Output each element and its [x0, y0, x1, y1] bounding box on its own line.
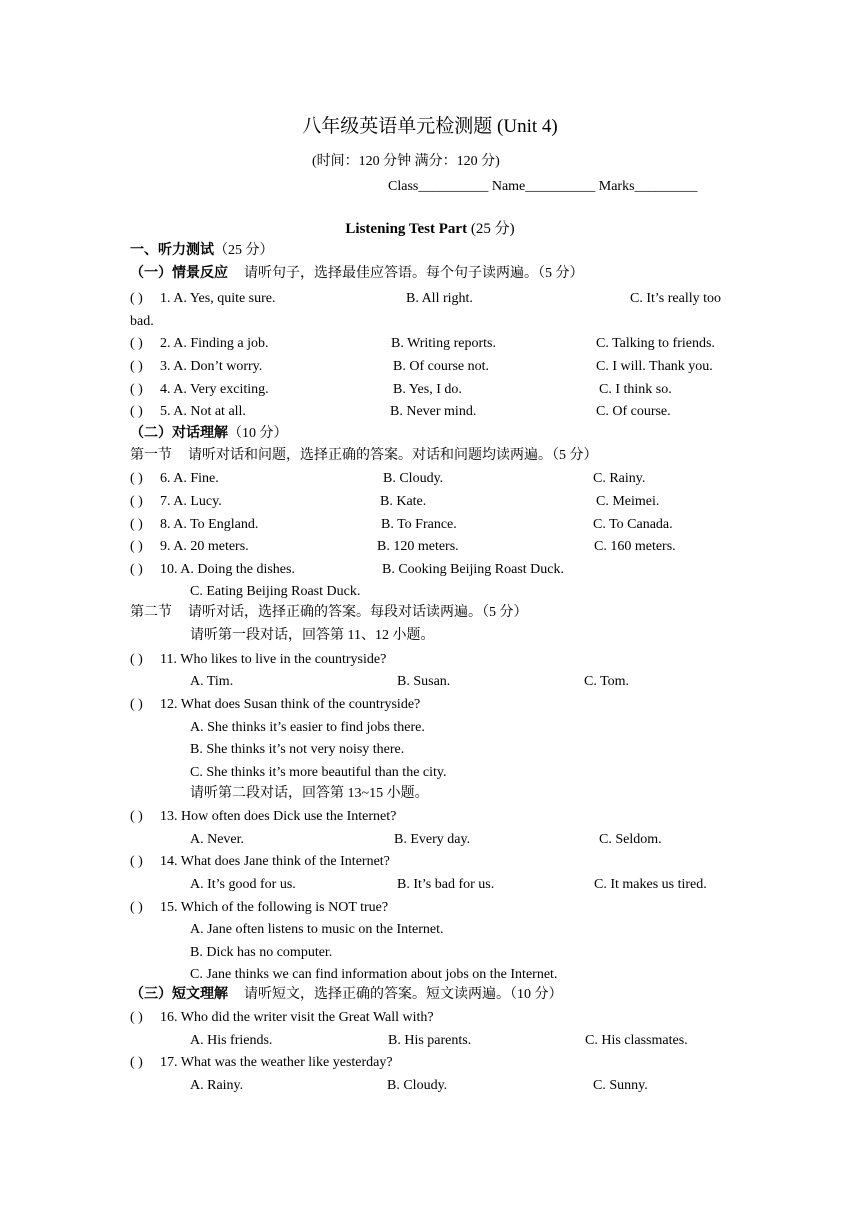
part-2-heading [130, 604, 528, 622]
question-17-option-a: A. Rainy. [190, 1078, 244, 1093]
question-9-option-b: B. 120 meters. [377, 539, 459, 554]
question-11-stem: 11. Who likes to live in the countryside? [160, 652, 387, 667]
question-12-option-a: A. She thinks it’s easier to find jobs there. [190, 720, 425, 735]
answer-blank[interactable]: ( ) [130, 854, 143, 869]
answer-blank[interactable]: ( ) [130, 809, 143, 824]
section-score: （25 分） [214, 243, 274, 258]
question-4-option-b: B. Yes, I do. [393, 382, 462, 397]
question-2-option-c: C. Talking to friends. [596, 336, 715, 351]
question-14-stem: 14. What does Jane think of the Internet? [160, 854, 390, 869]
dialog-1-instruction: 请听第一段对话，回答第 11、12 小题。 [190, 628, 435, 643]
subsection-3-heading [130, 986, 563, 1004]
question-7-option-c: C. Meimei. [596, 494, 660, 509]
subsection-label: （二）对话理解 [130, 426, 228, 441]
part-instruction: 请听对话，选择正确的答案。每段对话读两遍。（5 分） [188, 605, 528, 620]
question-4-option-a: 4. A. Very exciting. [160, 382, 269, 397]
question-13-option-c: C. Seldom. [599, 832, 662, 847]
question-3-option-a: 3. A. Don’t worry. [160, 359, 263, 374]
part-instruction: 请听对话和问题，选择正确的答案。对话和问题均读两遍。（5 分） [188, 448, 598, 463]
question-3-option-b: B. Of course not. [393, 359, 490, 374]
dialog-2-instruction: 请听第二段对话，回答第 13~15 小题。 [190, 786, 429, 801]
question-5-option-a: 5. A. Not at all. [160, 404, 246, 419]
answer-blank[interactable]: ( ) [130, 652, 143, 667]
question-10-option-c: C. Eating Beijing Roast Duck. [190, 584, 361, 599]
question-11-option-c: C. Tom. [584, 674, 630, 689]
question-12-option-c: C. She thinks it’s more beautiful than the city. [190, 765, 447, 780]
part-label: 第一节 [130, 448, 172, 463]
question-16-option-a: A. His friends. [190, 1033, 273, 1048]
question-2-option-a: 2. A. Finding a job. [160, 336, 269, 351]
question-12-option-b: B. She thinks it’s not very noisy there. [190, 742, 405, 757]
answer-blank[interactable]: ( ) [130, 291, 143, 306]
question-8-option-a: 8. A. To England. [160, 517, 259, 532]
subsection-label: （一）情景反应 [130, 266, 228, 281]
question-6-option-a: 6. A. Fine. [160, 471, 219, 486]
answer-blank[interactable]: ( ) [130, 404, 143, 419]
question-17-option-b: B. Cloudy. [387, 1078, 448, 1093]
answer-blank[interactable]: ( ) [130, 494, 143, 509]
question-1-option-c-cont: bad. [130, 314, 154, 329]
answer-blank[interactable]: ( ) [130, 382, 143, 397]
answer-blank[interactable]: ( ) [130, 1010, 143, 1025]
question-8-option-c: C. To Canada. [593, 517, 673, 532]
subsection-instruction: 请听短文，选择正确的答案。短文读两遍。（10 分） [244, 987, 563, 1002]
answer-blank[interactable]: ( ) [130, 1055, 143, 1070]
subsection-instruction: 请听句子，选择最佳应答语。每个句子读两遍。（5 分） [244, 266, 584, 281]
subsection-2-heading [130, 425, 288, 443]
question-1-option-b: B. All right. [406, 291, 473, 306]
student-info-line: Class__________ Name__________ Marks_________ [388, 179, 698, 194]
part-1-heading [130, 447, 598, 465]
question-17-stem: 17. What was the weather like yesterday? [160, 1055, 393, 1070]
question-15-option-b: B. Dick has no computer. [190, 945, 333, 960]
question-11-option-a: A. Tim. [190, 674, 234, 689]
subsection-score: （10 分） [228, 426, 288, 441]
answer-blank[interactable]: ( ) [130, 336, 143, 351]
answer-blank[interactable]: ( ) [130, 471, 143, 486]
part-label: 第二节 [130, 605, 172, 620]
question-14-option-b: B. It’s bad for us. [397, 877, 495, 892]
question-1-option-c: C. It’s really too [630, 291, 721, 306]
question-13-stem: 13. How often does Dick use the Internet? [160, 809, 397, 824]
subsection-1-heading [130, 265, 584, 283]
section-heading [130, 242, 274, 260]
question-5-option-c: C. Of course. [596, 404, 671, 419]
question-13-option-b: B. Every day. [394, 832, 471, 847]
question-8-option-b: B. To France. [381, 517, 457, 532]
question-3-option-c: C. I will. Thank you. [596, 359, 713, 374]
question-15-option-c: C. Jane thinks we can find information about jobs on the Internet. [190, 967, 558, 982]
question-11-option-b: B. Susan. [397, 674, 451, 689]
answer-blank[interactable]: ( ) [130, 900, 143, 915]
part-heading [0, 220, 860, 238]
answer-blank[interactable]: ( ) [130, 697, 143, 712]
question-7-option-a: 7. A. Lucy. [160, 494, 222, 509]
answer-blank[interactable]: ( ) [130, 359, 143, 374]
question-16-stem: 16. Who did the writer visit the Great Wall with? [160, 1010, 434, 1025]
question-1-option-a: 1. A. Yes, quite sure. [160, 291, 276, 306]
exam-title: 八年级英语单元检测题 (Unit 4) [302, 116, 558, 137]
subsection-label: （三）短文理解 [130, 987, 228, 1002]
question-7-option-b: B. Kate. [380, 494, 427, 509]
answer-blank[interactable]: ( ) [130, 562, 143, 577]
question-9-option-c: C. 160 meters. [594, 539, 676, 554]
question-13-option-a: A. Never. [190, 832, 245, 847]
question-10-option-a: 10. A. Doing the dishes. [160, 562, 295, 577]
question-15-option-a: A. Jane often listens to music on the Internet. [190, 922, 444, 937]
question-15-stem: 15. Which of the following is NOT true? [160, 900, 389, 915]
question-14-option-c: C. It makes us tired. [594, 877, 707, 892]
answer-blank[interactable]: ( ) [130, 539, 143, 554]
question-2-option-b: B. Writing reports. [391, 336, 496, 351]
question-4-option-c: C. I think so. [599, 382, 672, 397]
question-9-option-a: 9. A. 20 meters. [160, 539, 249, 554]
question-5-option-b: B. Never mind. [390, 404, 477, 419]
question-16-option-b: B. His parents. [388, 1033, 472, 1048]
exam-time-score: (时间：120 分钟 满分：120 分) [312, 154, 500, 169]
question-17-option-c: C. Sunny. [593, 1078, 648, 1093]
answer-blank[interactable]: ( ) [130, 517, 143, 532]
question-12-stem: 12. What does Susan think of the countryside? [160, 697, 421, 712]
question-14-option-a: A. It’s good for us. [190, 877, 296, 892]
section-label: 一、听力测试 [130, 243, 214, 258]
question-6-option-c: C. Rainy. [593, 471, 646, 486]
question-16-option-c: C. His classmates. [585, 1033, 688, 1048]
question-6-option-b: B. Cloudy. [383, 471, 444, 486]
question-10-option-b: B. Cooking Beijing Roast Duck. [382, 562, 564, 577]
part-score: (25 分) [467, 221, 515, 237]
part-title: Listening Test Part [345, 221, 468, 237]
